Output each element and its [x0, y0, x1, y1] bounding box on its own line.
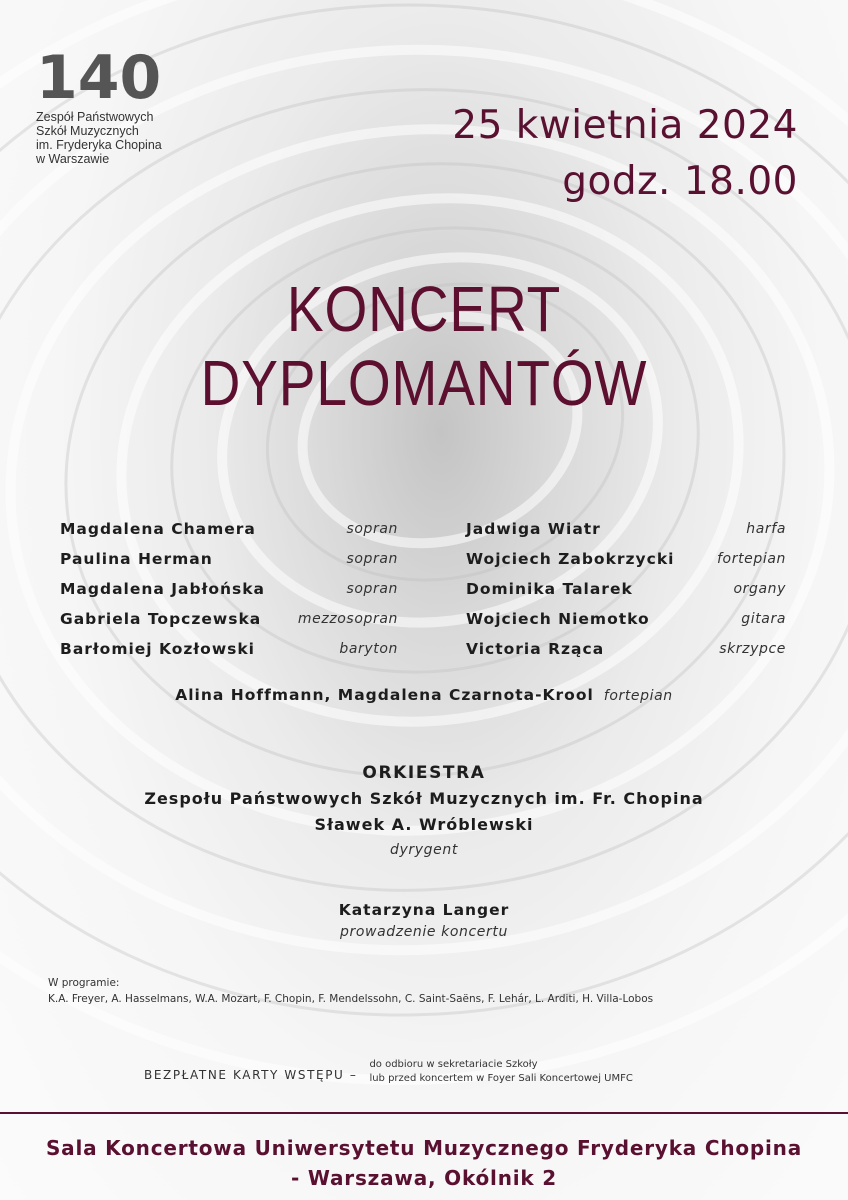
logo-mark-text: 140: [36, 43, 162, 108]
logo-line: Zespół Państwowych: [36, 110, 154, 124]
tickets-detail-line: lub przed koncertem w Foyer Sali Koncertowej UMFC: [369, 1073, 633, 1084]
performer-row: [60, 634, 398, 664]
performer-instrument: sopran: [346, 551, 398, 567]
performer-row: [60, 604, 398, 634]
event-date-time: [452, 98, 798, 210]
anniversary-140-logo-icon: [36, 42, 166, 108]
program-section: [48, 975, 653, 1007]
program-label: W programie:: [48, 977, 120, 989]
performer-instrument: gitara: [741, 611, 786, 627]
performer-row: [466, 604, 786, 634]
performer-name: Gabriela Topczewska: [60, 610, 262, 628]
footer-divider: [0, 1112, 848, 1114]
performer-row: [60, 544, 398, 574]
tickets-detail-line: do odbioru w sekretariacie Szkoły: [369, 1059, 538, 1070]
performer-name: Magdalena Chamera: [60, 520, 256, 538]
title-line-2: DYPLOMANTÓW: [200, 347, 648, 419]
performer-row: [60, 574, 398, 604]
tickets-details: [369, 1058, 632, 1086]
performer-name: Victoria Rząca: [466, 640, 605, 658]
performers-right-column: [466, 514, 786, 664]
performer-name: Barłomiej Kozłowski: [60, 640, 255, 658]
performers-left-column: [60, 514, 398, 664]
logo-line: Szkół Muzycznych: [36, 124, 139, 138]
venue-address: [0, 1133, 848, 1193]
performer-name: Paulina Herman: [60, 550, 213, 568]
logo-line: im. Fryderyka Chopina: [36, 138, 162, 152]
logo-line: w Warszawie: [36, 152, 110, 166]
accompanist-names: Alina Hoffmann, Magdalena Czarnota-Krool: [175, 686, 594, 704]
conductor-name: Sławek A. Wróblewski: [314, 815, 534, 834]
performer-instrument: skrzypce: [719, 641, 786, 657]
performer-instrument: sopran: [346, 521, 398, 537]
performer-row: [60, 514, 398, 544]
logo-caption: [36, 110, 226, 166]
orchestra-heading: ORKIESTRA: [362, 763, 486, 783]
performer-instrument: baryton: [339, 641, 398, 657]
tickets-info: [144, 1058, 633, 1086]
performer-row: [466, 544, 786, 574]
performer-instrument: harfa: [746, 521, 786, 537]
performer-name: Jadwiga Wiatr: [466, 520, 601, 538]
host-role: prowadzenie koncertu: [340, 924, 508, 940]
performer-row: [466, 514, 786, 544]
venue-line-2: - Warszawa, Okólnik 2: [291, 1166, 557, 1190]
performer-instrument: mezzosopran: [297, 611, 398, 627]
performer-instrument: organy: [733, 581, 786, 597]
program-composers: K.A. Freyer, A. Hasselmans, W.A. Mozart, F. Chopin, F. Mendelssohn, C. Saint-Saëns, F. Lehár, L. Arditi, H. Villa-Lobos: [48, 993, 654, 1005]
concert-title: [59, 272, 788, 420]
tickets-label: BEZPŁATNE KARTY WSTĘPU –: [144, 1068, 358, 1082]
performer-name: Wojciech Zabokrzycki: [466, 550, 675, 568]
title-line-1: KONCERT: [286, 273, 562, 345]
accompanists: [0, 685, 848, 704]
orchestra-section: [0, 760, 848, 862]
school-logo: [36, 42, 226, 166]
performer-name: Wojciech Niemotko: [466, 610, 650, 628]
conductor-role: dyrygent: [390, 842, 458, 858]
performer-instrument: fortepian: [717, 551, 786, 567]
host-name: Katarzyna Langer: [338, 901, 510, 919]
performer-name: Magdalena Jabłońska: [60, 580, 265, 598]
performer-row: [466, 634, 786, 664]
performer-instrument: sopran: [346, 581, 398, 597]
accompanist-instrument: fortepian: [603, 688, 673, 704]
orchestra-school: Zespołu Państwowych Szkół Muzycznych im. Fr. Chopina: [144, 789, 704, 808]
host-section: [0, 898, 848, 942]
performer-row: [466, 574, 786, 604]
venue-line-1: Sala Koncertowa Uniwersytetu Muzycznego Fryderyka Chopina: [45, 1136, 803, 1160]
performer-name: Dominika Talarek: [466, 580, 633, 598]
event-time: godz. 18.00: [562, 159, 798, 204]
event-date: 25 kwietnia 2024: [452, 103, 798, 148]
